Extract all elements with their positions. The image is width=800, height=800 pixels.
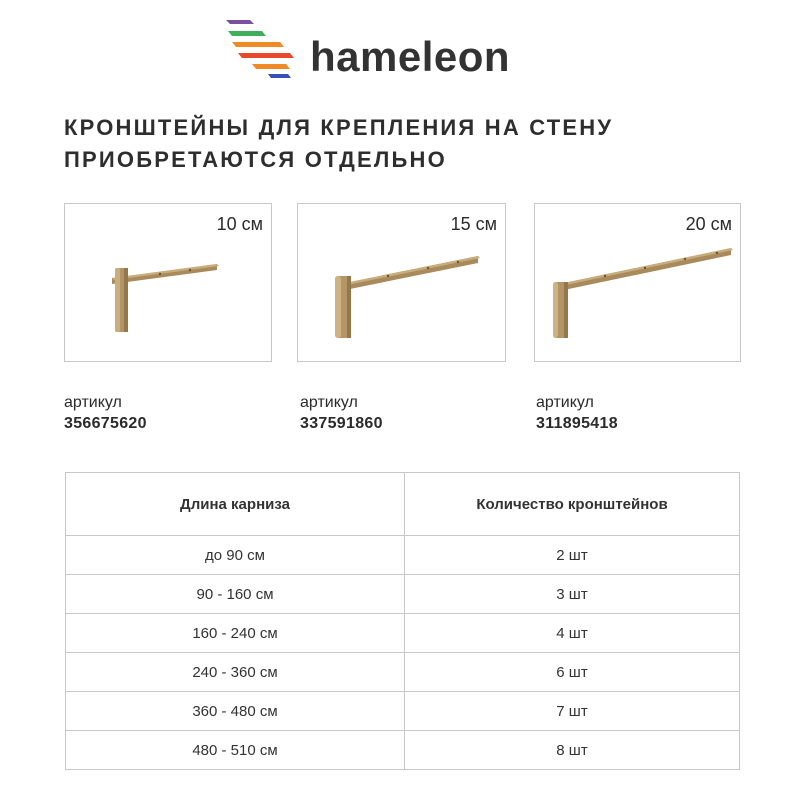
bracket-size: 10 см bbox=[216, 214, 263, 234]
headline-line-1: КРОНШТЕЙНЫ ДЛЯ КРЕПЛЕНИЯ НА СТЕНУ bbox=[64, 115, 614, 140]
headline bbox=[64, 112, 744, 176]
brand-name: hameleon bbox=[310, 33, 511, 80]
table-row bbox=[66, 692, 740, 731]
length-cell: 160 - 240 см bbox=[66, 614, 405, 653]
product-card-10 bbox=[64, 203, 272, 362]
quantity-cell: 6 шт bbox=[405, 653, 740, 692]
length-cell: 90 - 160 см bbox=[66, 575, 405, 614]
length-cell: 480 - 510 см bbox=[66, 731, 405, 770]
article-number: 337591860 bbox=[300, 415, 383, 432]
table-row bbox=[66, 731, 740, 770]
article-block bbox=[64, 392, 147, 434]
hameleon-logo-icon bbox=[224, 14, 296, 78]
quantity-cell: 3 шт bbox=[405, 575, 740, 614]
length-cell: 360 - 480 см bbox=[66, 692, 405, 731]
length-cell: до 90 см bbox=[66, 536, 405, 575]
bracket-size: 20 см bbox=[685, 214, 732, 234]
table-row bbox=[66, 653, 740, 692]
table-header-row bbox=[66, 473, 740, 536]
article-block bbox=[536, 392, 618, 434]
table-row bbox=[66, 614, 740, 653]
length-cell: 240 - 360 см bbox=[66, 653, 405, 692]
bracket-size: 15 см bbox=[450, 214, 497, 234]
table-row bbox=[66, 575, 740, 614]
headline-line-2: ПРИОБРЕТАЮТСЯ ОТДЕЛЬНО bbox=[64, 147, 447, 172]
brand-logo bbox=[224, 14, 544, 84]
quantity-cell: 2 шт bbox=[405, 536, 740, 575]
article-number: 311895418 bbox=[536, 415, 618, 432]
table-row bbox=[66, 536, 740, 575]
article-label: артикул bbox=[300, 394, 358, 411]
article-label: артикул bbox=[536, 394, 594, 411]
bracket-quantity-table bbox=[65, 472, 740, 770]
quantity-cell: 7 шт bbox=[405, 692, 740, 731]
article-label: артикул bbox=[64, 394, 122, 411]
product-card-15 bbox=[297, 203, 506, 362]
product-card-20 bbox=[534, 203, 741, 362]
column-header-quantity: Количество кронштейнов bbox=[405, 473, 740, 536]
article-number: 356675620 bbox=[64, 415, 147, 432]
article-block bbox=[300, 392, 383, 434]
quantity-cell: 4 шт bbox=[405, 614, 740, 653]
quantity-cell: 8 шт bbox=[405, 731, 740, 770]
column-header-length: Длина карниза bbox=[66, 473, 405, 536]
